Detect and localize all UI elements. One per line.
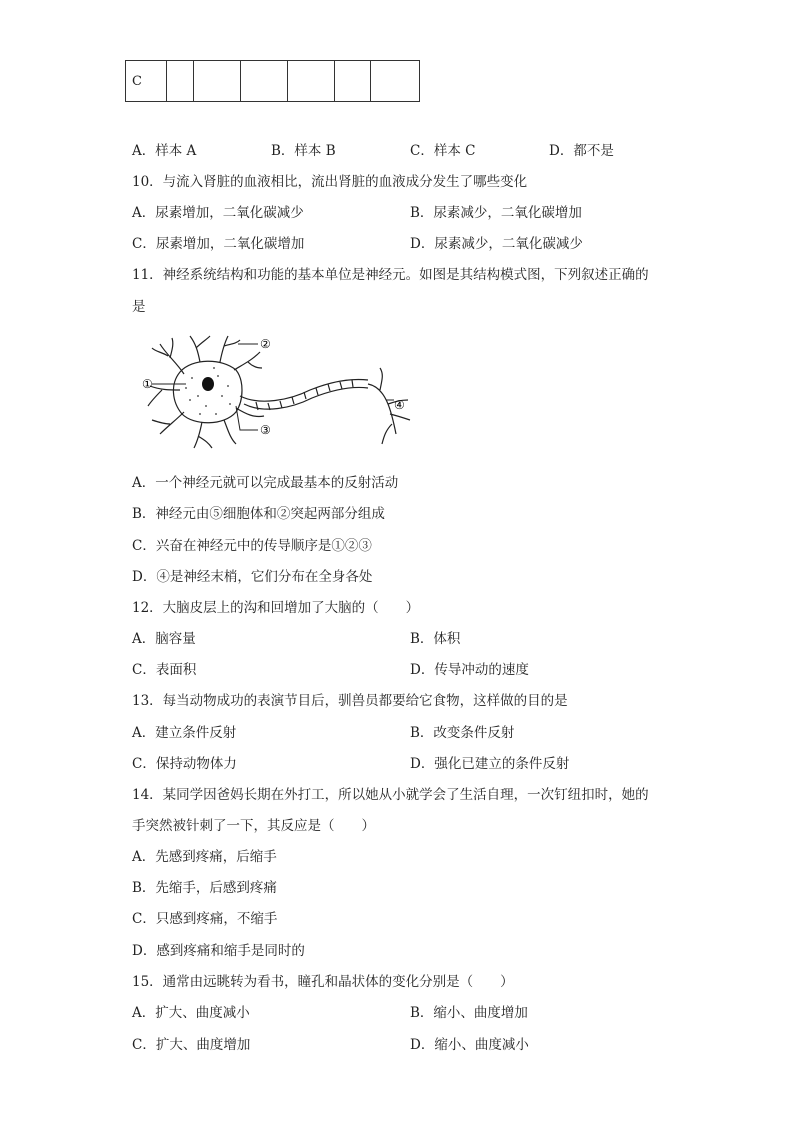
q15-option-d: D．缩小、曲度减小 bbox=[410, 1037, 529, 1053]
q14-option-d: D．感到疼痛和缩手是同时的 bbox=[132, 943, 305, 959]
q10-stem: 10．与流入肾脏的血液相比，流出肾脏的血液成分发生了哪些变化 bbox=[132, 174, 528, 190]
table-cell bbox=[194, 61, 241, 102]
q12-option-d: D．传导冲动的速度 bbox=[410, 662, 529, 678]
table-cell bbox=[241, 61, 288, 102]
neuron-diagram bbox=[140, 330, 420, 455]
q14-stem-line1: 14．某同学因爸妈长期在外打工，所以她从小就学会了生活自理，一次钉纽扣时，她的 bbox=[132, 787, 649, 803]
q11-stem-line2: 是 bbox=[132, 299, 146, 315]
q9-option-c: C．样本 C bbox=[410, 143, 476, 159]
q12-option-c: C．表面积 bbox=[132, 662, 197, 678]
q12-option-a: A．脑容量 bbox=[132, 631, 196, 647]
q10-option-a: A．尿素增加，二氧化碳减少 bbox=[132, 205, 304, 221]
q14-stem-line2: 手突然被针刺了一下，其反应是（ ） bbox=[132, 818, 375, 834]
q13-option-d: D．强化已建立的条件反射 bbox=[410, 756, 570, 772]
table-cell bbox=[371, 61, 420, 102]
q9-option-b: B．样本 B bbox=[271, 143, 336, 159]
q9-option-d: D．都不是 bbox=[549, 143, 614, 159]
q11-option-b: B．神经元由⑤细胞体和②突起两部分组成 bbox=[132, 506, 385, 522]
q15-stem: 15．通常由远眺转为看书，瞳孔和晶状体的变化分别是（ ） bbox=[132, 974, 514, 990]
q12-stem: 12．大脑皮层上的沟和回增加了大脑的（ ） bbox=[132, 600, 420, 616]
q14-option-b: B．先缩手，后感到疼痛 bbox=[132, 880, 277, 896]
q13-stem: 13．每当动物成功的表演节目后，驯兽员都要给它食物，这样做的目的是 bbox=[132, 693, 568, 709]
q15-option-a: A．扩大、曲度减小 bbox=[132, 1005, 250, 1021]
q10-option-b: B．尿素减少，二氧化碳增加 bbox=[410, 205, 582, 221]
q15-option-b: B．缩小、曲度增加 bbox=[410, 1005, 528, 1021]
figure-label-3: ③ bbox=[260, 423, 271, 437]
table-cell bbox=[335, 61, 371, 102]
q10-option-d: D．尿素减少，二氧化碳减少 bbox=[410, 236, 583, 252]
figure-label-1: ① bbox=[142, 377, 153, 391]
figure-label-2: ② bbox=[260, 337, 271, 351]
q11-option-a: A．一个神经元就可以完成最基本的反射活动 bbox=[132, 475, 399, 491]
table-row bbox=[126, 61, 420, 102]
q9-option-a: A．样本 A bbox=[132, 143, 197, 159]
table-cell bbox=[288, 61, 335, 102]
q10-option-c: C．尿素增加，二氧化碳增加 bbox=[132, 236, 305, 252]
data-table bbox=[125, 60, 420, 102]
q15-option-c: C．扩大、曲度增加 bbox=[132, 1037, 251, 1053]
figure-label-4: ④ bbox=[394, 398, 405, 412]
q12-option-b: B．体积 bbox=[410, 631, 461, 647]
q11-option-c: C．兴奋在神经元中的传导顺序是①②③ bbox=[132, 538, 372, 554]
nucleus bbox=[202, 377, 214, 391]
q13-option-b: B．改变条件反射 bbox=[410, 725, 515, 741]
q11-option-d: D．④是神经末梢，它们分布在全身各处 bbox=[132, 569, 373, 585]
table-cell-label: C bbox=[126, 61, 167, 102]
q13-option-c: C．保持动物体力 bbox=[132, 756, 237, 772]
q11-stem-line1: 11．神经系统结构和功能的基本单位是神经元。如图是其结构模式图，下列叙述正确的 bbox=[132, 267, 649, 283]
q14-option-a: A．先感到疼痛，后缩手 bbox=[132, 849, 277, 865]
q13-option-a: A．建立条件反射 bbox=[132, 725, 237, 741]
q14-option-c: C．只感到疼痛，不缩手 bbox=[132, 911, 278, 927]
table-cell bbox=[167, 61, 194, 102]
